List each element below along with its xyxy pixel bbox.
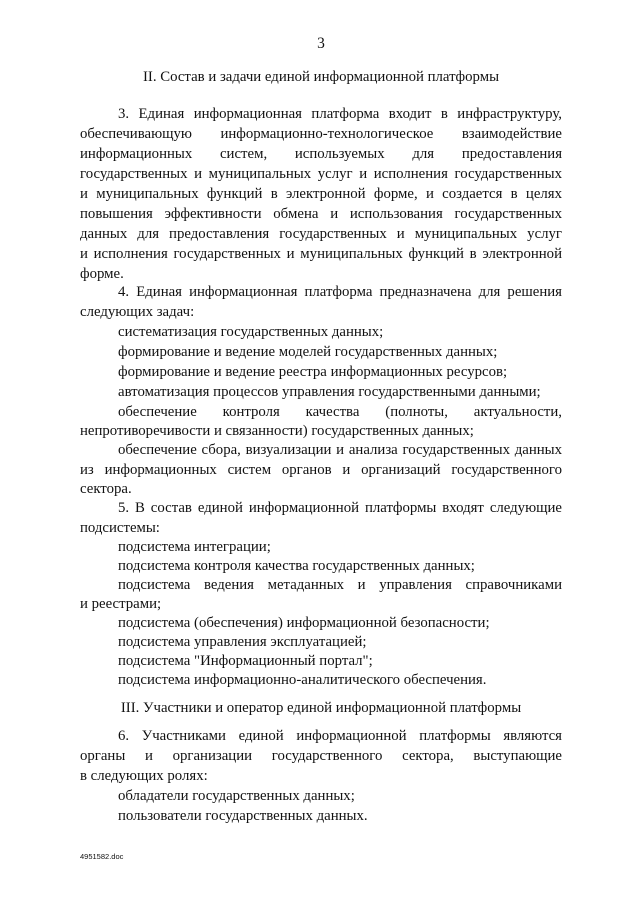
task-item-continuation: непротиворечивости и связанности) государственных данных; <box>80 423 474 439</box>
task-item: автоматизация процессов управления государственными данными; <box>118 384 541 400</box>
paragraph-5-line: подсистемы: <box>80 520 160 536</box>
subsystem-item: подсистема (обеспечения) информационной безопасности; <box>118 615 490 631</box>
paragraph-3-line: данных для предоставления государственных и муниципальных услуг <box>80 226 562 242</box>
role-item: пользователи государственных данных. <box>118 808 368 824</box>
paragraph-3-line: 3. Единая информационная платформа входит в инфраструктуру, <box>118 106 562 122</box>
task-item: систематизация государственных данных; <box>118 324 384 340</box>
paragraph-3-line: повышения эффективности обмена и использования государственных <box>80 206 562 222</box>
role-item: обладатели государственных данных; <box>118 788 355 804</box>
subsystem-item: подсистема ведения метаданных и управления справочниками <box>118 577 562 593</box>
paragraph-3-line: и исполнения государственных и муниципальных функций в электронной <box>80 246 562 262</box>
paragraph-3-line: форме. <box>80 266 124 282</box>
paragraph-4-line: следующих задач: <box>80 304 195 320</box>
subsystem-item: подсистема контроля качества государственных данных; <box>118 558 475 574</box>
task-item: формирование и ведение реестра информационных ресурсов; <box>118 364 508 380</box>
subsystem-item: подсистема информационно-аналитического обеспечения. <box>118 672 487 688</box>
task-item-continuation: из информационных систем органов и организаций государственного <box>80 462 562 478</box>
section-3-heading: III. Участники и оператор единой информационной платформы <box>120 700 522 716</box>
page-number: 3 <box>317 35 325 52</box>
paragraph-3-line: и муниципальных функций в электронной форме, и создается в целях <box>80 186 562 202</box>
subsystem-item: подсистема управления эксплуатацией; <box>118 634 367 650</box>
subsystem-item-continuation: и реестрами; <box>80 596 162 612</box>
paragraph-6-line: 6. Участниками единой информационной платформы являются <box>118 728 562 744</box>
paragraph-4-line: 4. Единая информационная платформа предназначена для решения <box>118 284 562 300</box>
paragraph-6-line: в следующих ролях: <box>80 768 208 784</box>
paragraph-3-line: обеспечивающую информационно-технологическое взаимодействие <box>80 126 562 142</box>
paragraph-6-line: органы и организации государственного сектора, выступающие <box>80 748 562 764</box>
subsystem-item: подсистема интеграции; <box>118 539 271 555</box>
section-2-heading: II. Состав и задачи единой информационной платформы <box>142 69 500 85</box>
subsystem-item: подсистема "Информационный портал"; <box>118 653 373 669</box>
task-item-continuation: сектора. <box>80 481 132 497</box>
task-item: обеспечение контроля качества (полноты, актуальности, <box>118 404 562 420</box>
task-item: обеспечение сбора, визуализации и анализа государственных данных <box>118 442 562 458</box>
document-page <box>80 0 562 905</box>
paragraph-3-line: государственных и муниципальных услуг и исполнения государственных <box>80 166 562 182</box>
document-filename: 4951582.doc <box>80 852 124 861</box>
paragraph-3-line: информационных систем, используемых для предоставления <box>80 146 562 162</box>
task-item: формирование и ведение моделей государственных данных; <box>118 344 498 360</box>
paragraph-5-line: 5. В состав единой информационной платформы входят следующие <box>118 500 562 516</box>
